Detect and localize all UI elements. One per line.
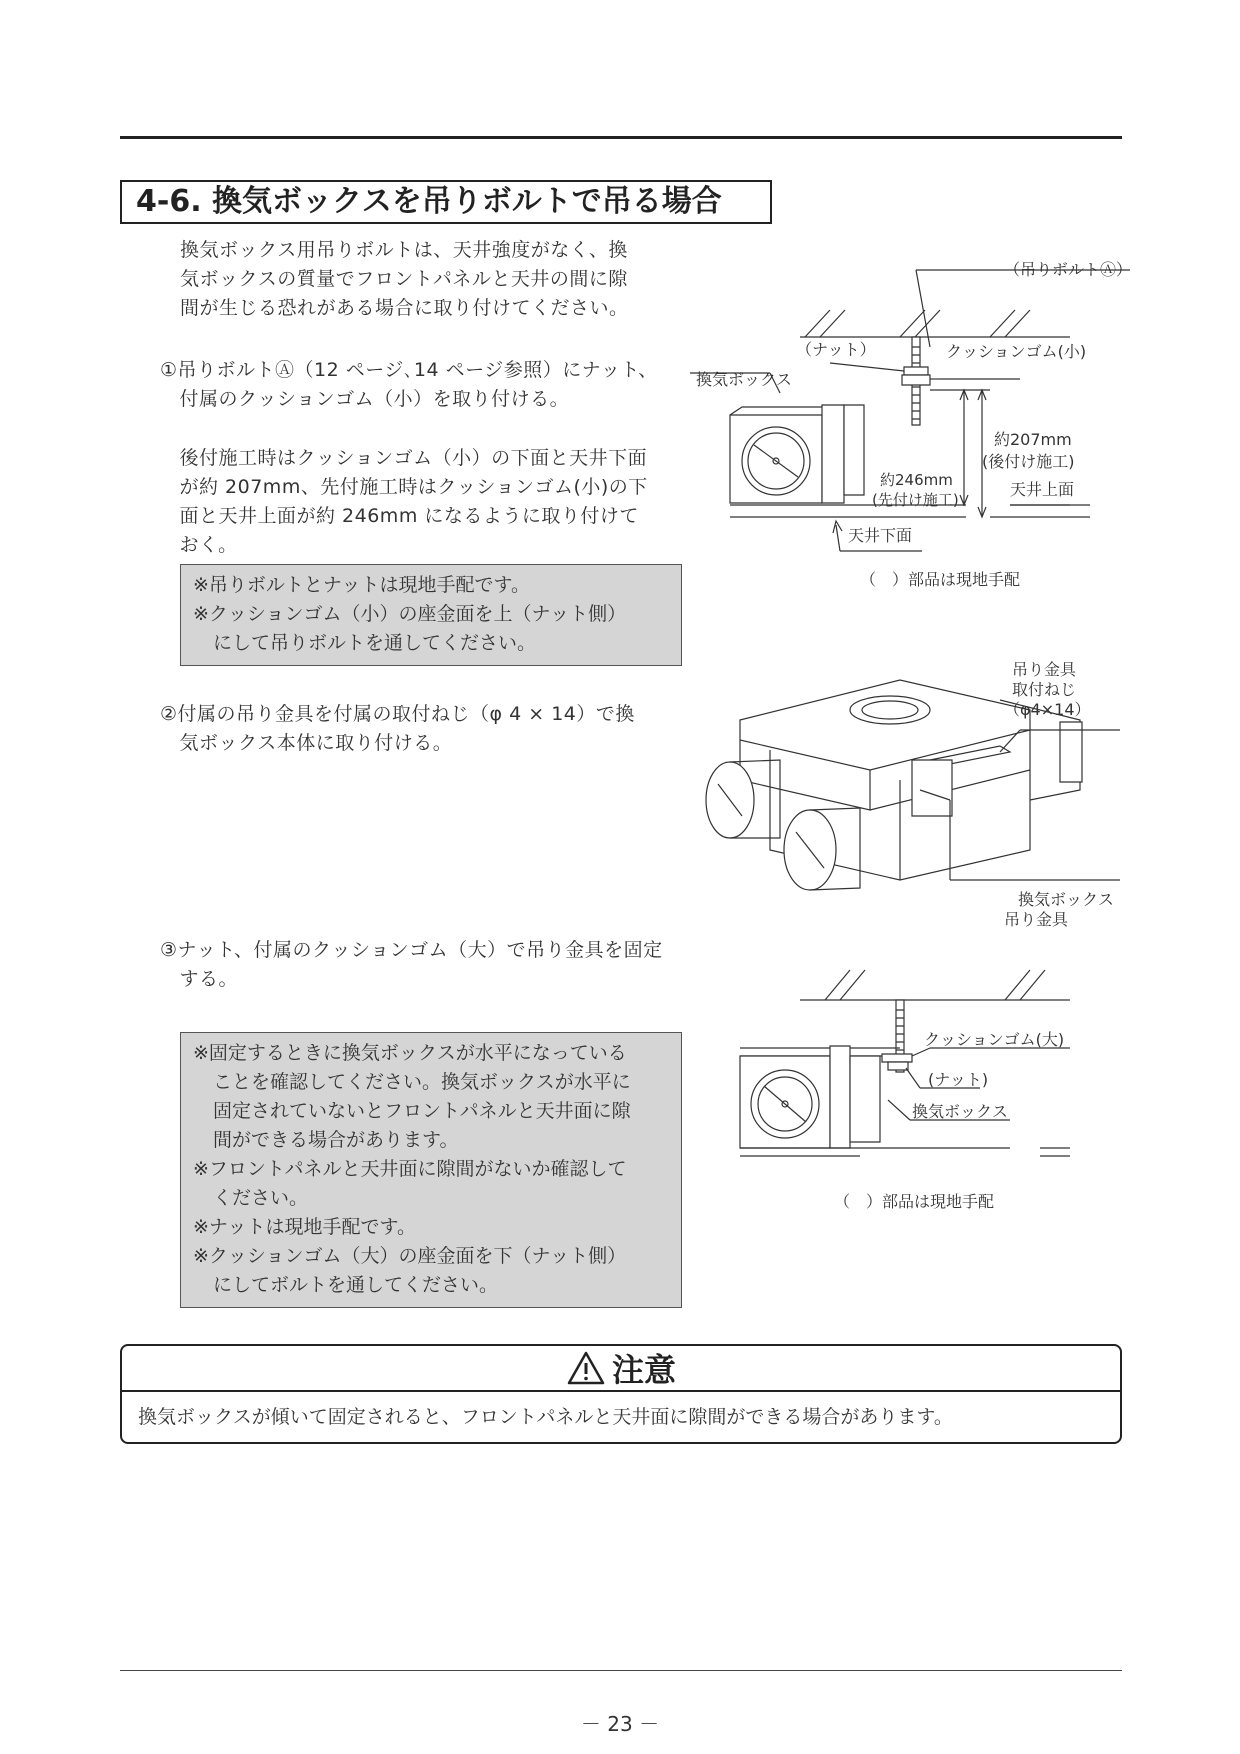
figure-bolt-height-diagram [690,255,1140,555]
fig1-bolt-label: （吊りボルトⒶ） [1004,260,1133,279]
caution-text: 換気ボックスが傾いて固定されると、フロントパネルと天井面に隙間ができる場合があります。 [138,1406,953,1428]
note-line: ※クッションゴム（小）の座金面を上（ナット側） [193,603,627,625]
fig1-cushion-small-label: クッションゴム(小) [946,342,1087,361]
fig1-dim1-note: (後付け施工) [982,452,1075,471]
note-line: ※固定するときに換気ボックスが水平になっている [193,1042,627,1064]
bottom-rule [120,1670,1122,1671]
caution-box [120,1344,1122,1444]
fig2-bracket-label-2: 吊り金具 [1004,910,1069,929]
step2-line: 気ボックス本体に取り付ける。 [160,732,453,754]
note-line: にしてボルトを通してください。 [213,1274,499,1296]
fig1-box-label: 換気ボックス [696,370,792,389]
intro-line: 間が生じる恐れがある場合に取り付けてください。 [180,297,629,319]
step3-note-box [180,1032,682,1308]
fig3-caption: （ ）部品は現地手配 [834,1192,995,1211]
step1-line: 付属のクッションゴム（小）を取り付ける。 [160,388,570,410]
fig1-dim2-label: 約246mm [880,471,953,489]
note-line: にして吊りボルトを通してください。 [213,632,537,654]
fig2-screw-label-1: 吊り金具 [1012,660,1077,679]
fig1-ceiling-top-label: 天井上面 [1010,480,1075,499]
fig1-ceiling-bottom-label: 天井下面 [848,526,913,545]
step1-line: ①吊りボルトⒶ（12 ページ､14 ページ参照）にナット、 [160,359,658,381]
note-line: ※吊りボルトとナットは現地手配です。 [193,574,531,596]
step3-text [160,936,663,994]
step1-detail-line: 後付施工時はクッションゴム（小）の下面と天井下面 [160,447,648,469]
fig1-dim2-note: (先付け施工) [872,491,959,509]
step1-detail-line: が約 207mm、先付施工時はクッションゴム(小)の下 [160,476,648,498]
note-line: 固定されていないとフロントパネルと天井面に隙 [213,1100,631,1122]
warning-triangle-icon [566,1350,606,1386]
fig1-dim1-label: 約207mm [994,430,1072,449]
step2-text [160,700,635,758]
step1-note-box [180,564,682,666]
step3-line: ③ナット、付属のクッションゴム（大）で吊り金具を固定 [160,939,663,961]
top-rule [120,136,1122,139]
intro-line: 気ボックスの質量でフロントパネルと天井の間に隙 [180,268,628,290]
step1-detail-line: 面と天井上面が約 246mm になるように取り付けて [160,505,639,527]
page-number: － 23 － [580,1712,660,1736]
intro-text [180,236,629,323]
step2-line: ②付属の吊り金具を付属の取付ねじ（φ 4 × 14）で換 [160,703,635,725]
step3-line: する。 [160,968,239,990]
step1-detail [160,444,648,560]
fig2-bracket-label-1: 換気ボックス [1018,890,1114,909]
step1-text [160,356,658,414]
note-line: 間ができる場合があります。 [213,1129,459,1151]
fig3-box-label: 換気ボックス [912,1102,1008,1121]
fig3-cushion-large-label: クッションゴム(大) [924,1030,1065,1049]
step1-detail-line: おく。 [160,534,238,556]
fig1-caption: （ ）部品は現地手配 [860,570,1021,589]
fig2-screw-label-3: （φ4×14） [1004,700,1091,719]
section-title: 4-6. 換気ボックスを吊りボルトで吊る場合 [120,180,772,224]
note-line: ※クッションゴム（大）の座金面を下（ナット側） [193,1245,627,1267]
fig1-nut-label: （ナット） [796,340,876,359]
intro-line: 換気ボックス用吊りボルトは、天井強度がなく、換 [180,239,628,261]
note-line: ことを確認してください。換気ボックスが水平に [213,1071,631,1093]
note-line: ※ナットは現地手配です。 [193,1216,417,1238]
figure-bolt-fixing-diagram [740,960,1080,1180]
note-line: ※フロントパネルと天井面に隙間がないか確認して [193,1158,627,1180]
fig2-screw-label-2: 取付ねじ [1012,680,1077,699]
fig3-nut-label: (ナット) [928,1070,989,1089]
caution-header [122,1346,1120,1392]
caution-title: 注意 [611,1351,676,1389]
note-line: ください。 [213,1187,309,1209]
